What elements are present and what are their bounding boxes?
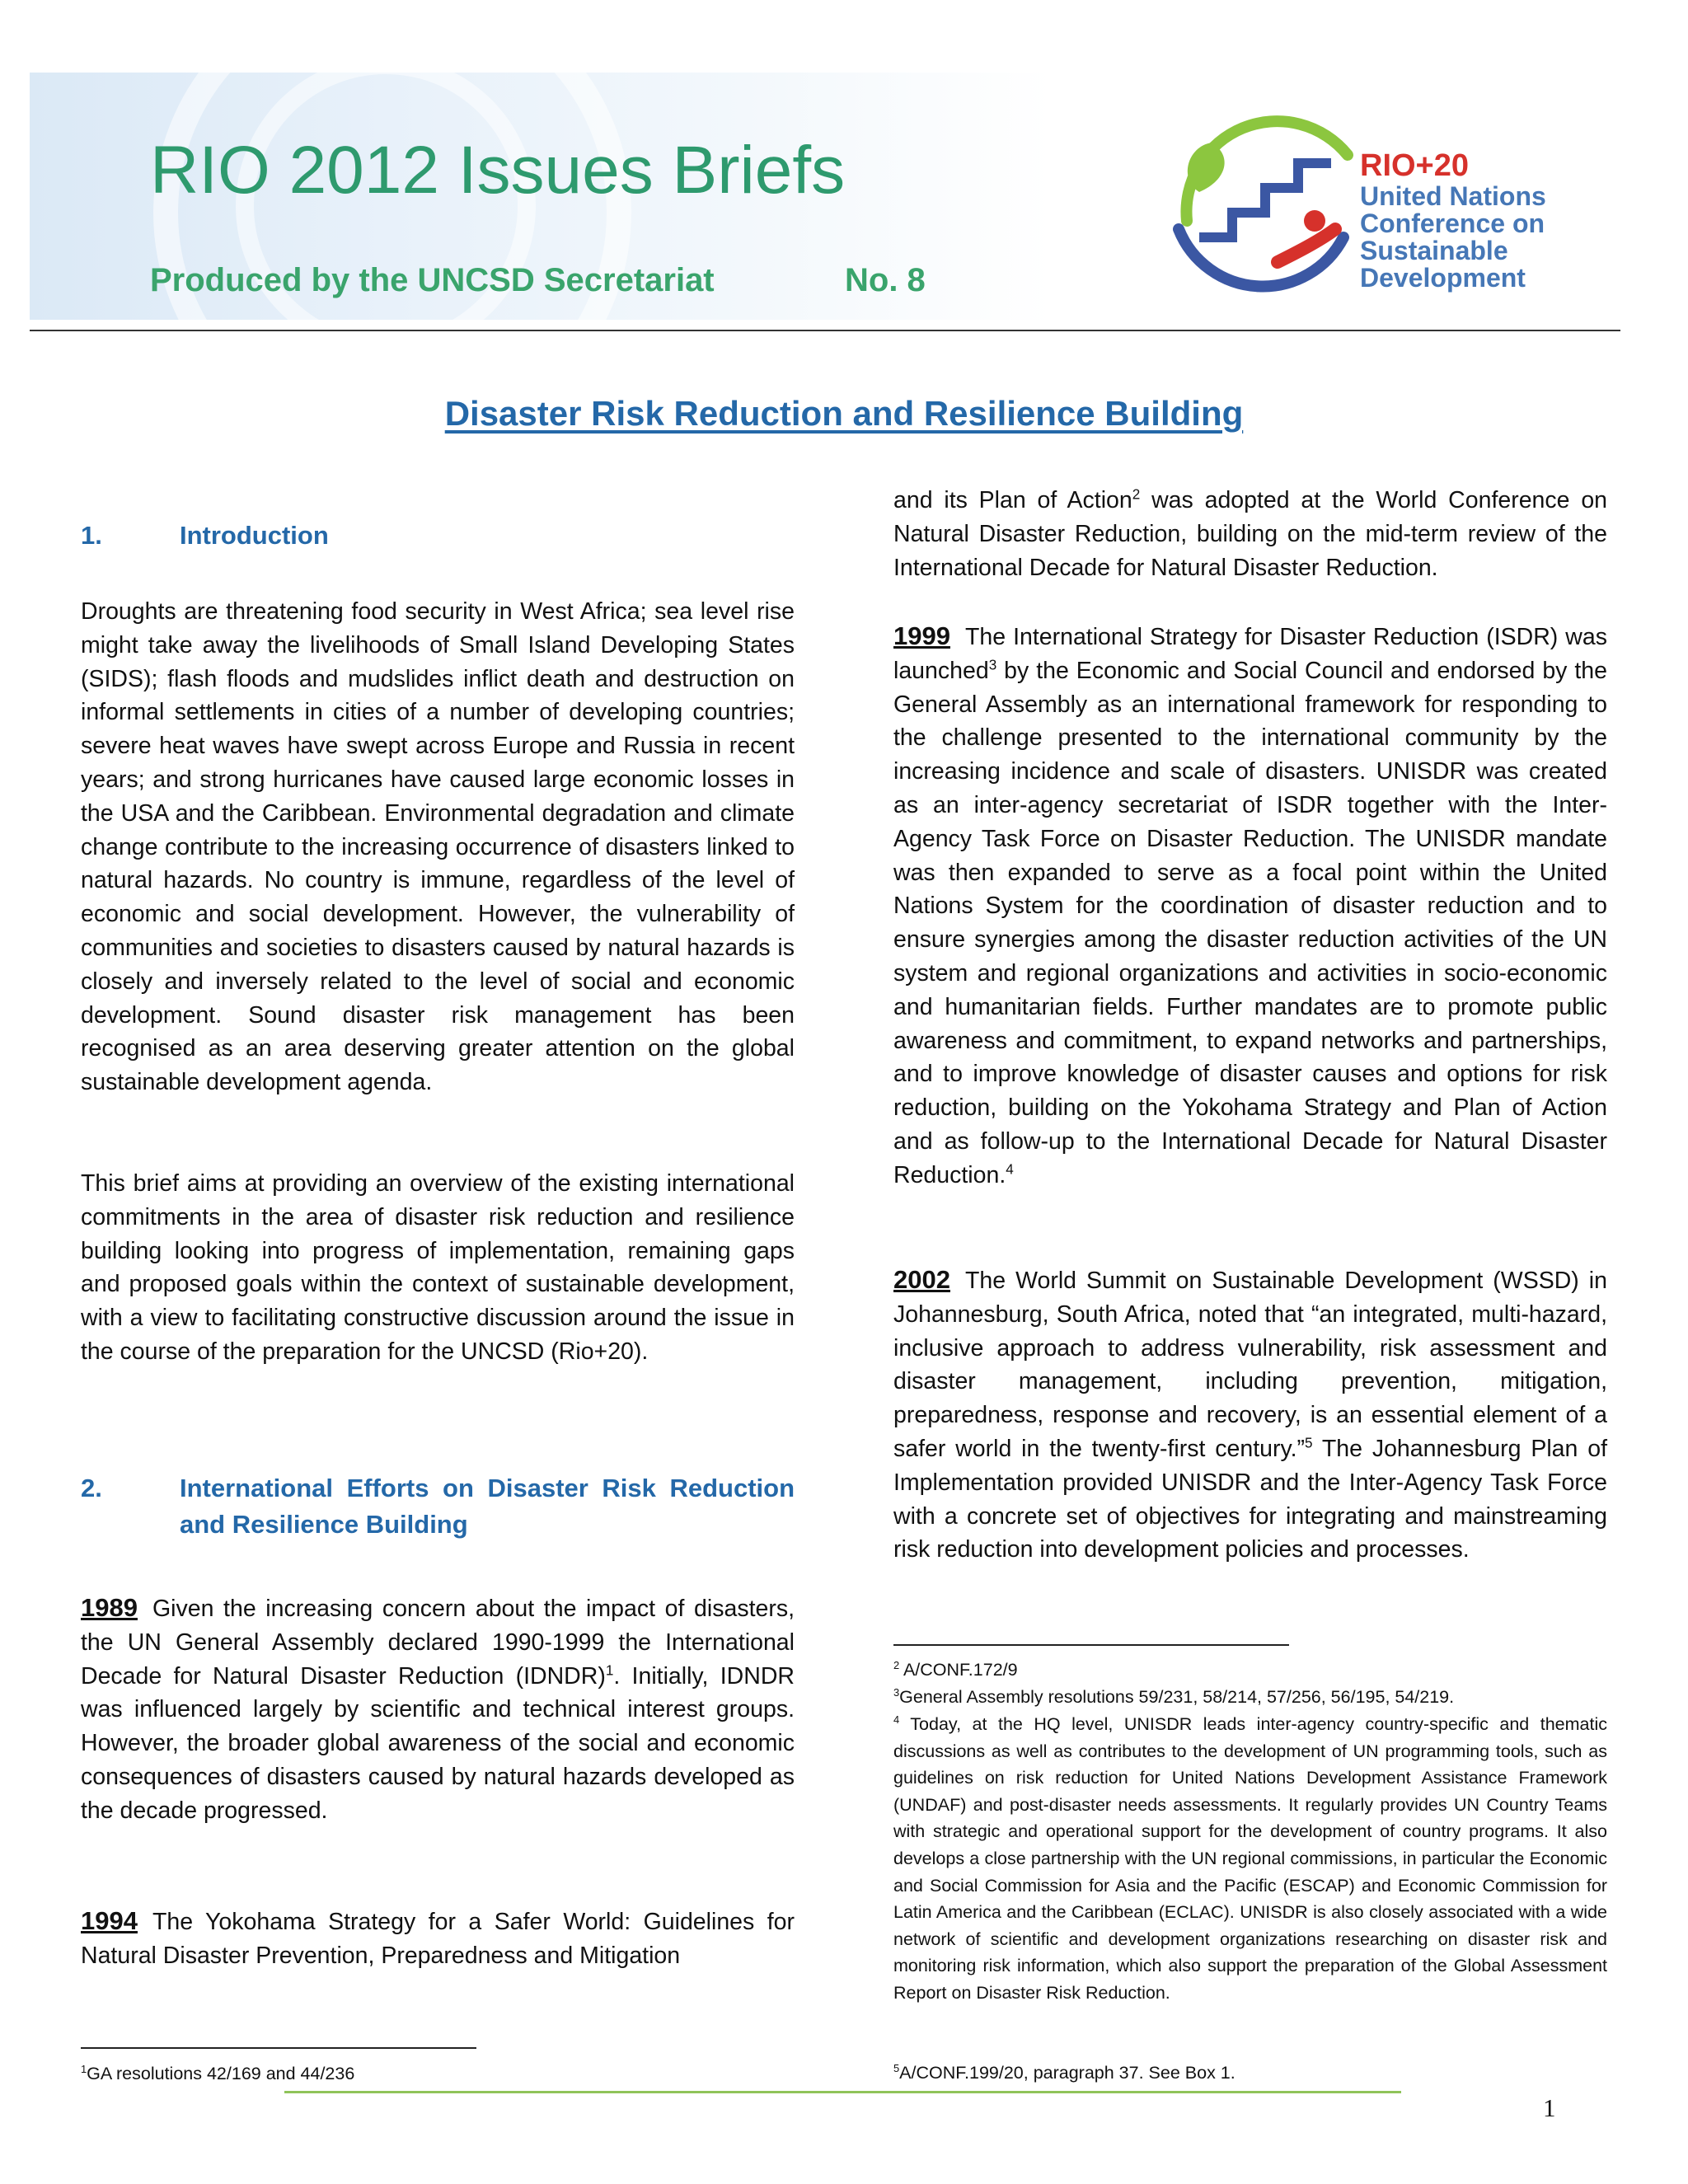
section-title: International Efforts on Disaster Risk Reduction and Resilience Building [180,1474,795,1539]
paragraph-1994: 1994 The Yokohama Strategy for a Safer World: Guidelines for Natural Disaster Prevention, Preparedness and Mitigation [81,1906,795,1969]
logo-line-4: Development [1360,263,1526,293]
issue-number: No. 8 [845,262,926,298]
footnote-5: $^5$A/CONF.199/20, paragraph 37. See Box 1. [893,2061,1236,2083]
footnote-ref-3: 3 [988,657,997,673]
year-1989: 1989 [81,1593,138,1622]
footnote-3: $^3$General Assembly resolutions 59/231, 58/214, 57/256, 56/195, 54/219. [893,1685,1455,1707]
logo-line-1: United Nations [1360,181,1546,211]
intro-paragraph-2: This brief aims at providing an overview of the existing international commitments in the area of disaster risk reduction and resilience building looking into progress of implementation, remaining gaps and proposed goals within the context of sustainable development, with a view to facilitating constructive discussion around the issue in the course of the preparation for the UNCSD (Rio+20). [81,1170,795,1365]
producer-line: Produced by the UNCSD Secretariat [150,262,715,298]
section-number: 1. [81,521,102,550]
paragraph-1999: 1999 The International Strategy for Disaster Reduction (ISDR) was launched$^3$ by the Economic and Social Council and endorsed by the General Assembly as an international framework for responding to the challenge presented to the international community by the increasing incidence and scale of disasters. UNISDR was created as an inter-agency secretariat of ISDR together with the Inter-Agency Task Force on Disaster Reduction. The UNISDR mandate was then expanded to serve as a focal point within the United Nations System for the coordination of disaster reduction and to ensure synergies among the disaster reduction activities of the UN system and regional organizations and activities in socio-economic and humanitarian fields. Further mandates are to promote public awareness and commitment, to expand networks and partnerships, and to improve knowledge of disaster causes and options for risk reduction, building on the Yokohama Strategy and Plan of Action and as follow-up to the International Decade for Natural Disaster Reduction.$^4$ [893,621,1607,1188]
paragraph-2002: 2002 The World Summit on Sustainable Development (WSSD) in Johannesburg, South Africa, noted that “an integrated, multi-hazard, inclusive approach to address vulnerability, risk assessment and disaster management, including prevention, mitigation, preparedness, response and recovery, is an essential element of a safer world in the twenty-first century.”$^5$ The Johannesburg Plan of Implementation provided UNISDR and the Inter-Agency Task Force with a concrete set of objectives for integrating and mainstreaming risk reduction into development policies and processes. [893,1265,1607,1563]
footnote-ref-1: 1 [605,1662,614,1679]
brief-series-title: RIO 2012 Issues Briefs [150,133,846,208]
page-number: 1 [1543,2093,1556,2122]
rio20-logo-text [1360,148,1546,292]
section-number: 2. [81,1474,102,1502]
footnote-ref-4: 4 [1006,1161,1014,1178]
footnote-ref-2: 2 [1132,486,1141,503]
paragraph-1989: 1989 Given the increasing concern about the impact of disasters, the UN General Assembly declared 1990-1999 the International Decade for Natural Disaster Reduction (IDNDR)$^1$. Initially, IDNDR was influenced largely by scientific and technical interest groups. However, the broader global awareness of the social and economic consequences of disasters caused by natural hazards developed as the decade progressed. [81,1593,795,1824]
footer-rule [284,2091,1401,2093]
year-2002: 2002 [893,1265,950,1294]
footnote-divider-left [81,2047,476,2049]
footnote-ref-5: 5 [1305,1435,1313,1451]
footnote-1: $^1$GA resolutions 42/169 and 44/236 [81,2062,355,2083]
logo-line-3: Sustainable [1360,236,1508,265]
footnote-4: $^4$ Today, at the HQ level, UNISDR leads inter-agency country-specific and thematic discussions as well as contributes to the development of UN programming tools, such as guidelines on risk reduction for United Nations Development Assistance Framework (UNDAF) and post-disaster needs assessments. It regularly provides UN Country Teams with strategic and operational support for the development of country programs. It also develops a close partnership with the UN regional commissions, in particular the Economic and Social Commission for Asia and the Pacific (ESCAP) and Economic Commission for Latin America and the Caribbean (ECLAC). UNISDR is also closely associated with a wide network of scientific and development organizations researching on disaster risk and monitoring risk information, which also support the preparation of the Global Assessment Report on Disaster Risk Reduction. [893,1713,1607,2003]
header-divider [30,330,1620,331]
section-title: Introduction [180,521,329,550]
paragraph-1994-continued: and its Plan of Action$^2$ was adopted at the World Conference on Natural Disaster Reduction, building on the mid-term review of the International Decade for Natural Disaster Reduction. [893,486,1608,581]
footnote-2: $^2$ A/CONF.172/9 [893,1658,1018,1680]
footnote-divider-right [893,1644,1289,1646]
logo-line-2: Conference on [1360,209,1545,238]
rio20-logo [1154,97,1376,303]
intro-paragraph-1: Droughts are threatening food security in West Africa; sea level rise might take away the livelihoods of Small Island Developing States (SIDS); flash floods and mudslides inflict death and destruction on informal settlements in cities of a number of developing countries; severe heat waves have swept across Europe and Russia in recent years; and strong hurricanes have caused large economic losses in the USA and the Caribbean. Environmental degradation and climate change contribute to the increasing occurrence of disasters linked to natural hazards. No country is immune, regardless of the level of economic and social development. However, the vulnerability of communities and societies to disasters caused by natural hazards is closely and inversely related to the level of social and economic development. Sound disaster risk management has been recognised as an area deserving greater attention on the global sustainable development agenda. [81,598,795,1096]
logo-name: RIO+20 [1360,148,1470,183]
year-1999: 1999 [893,621,950,650]
document-title: Disaster Risk Reduction and Resilience Building [444,394,1244,433]
year-1994: 1994 [81,1906,138,1935]
